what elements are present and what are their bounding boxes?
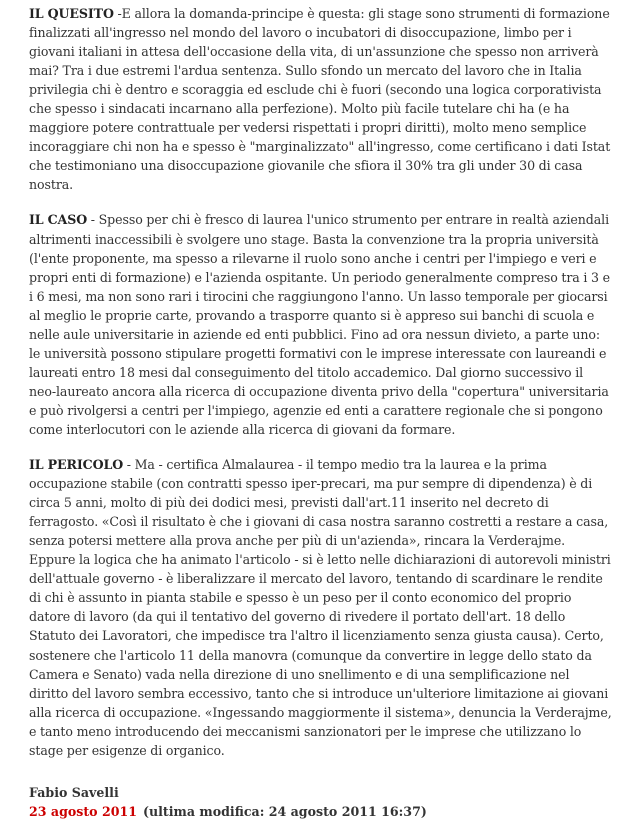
section-text-caso: - Spesso per chi è fresco di laurea l'unico strumento per entrare in realtà aziendali altrimenti inaccessibili è svolgere uno stage. Basta la convenzione tra la propria università (l'ente proponente, ma spesso a rilevarne il ruolo sono anche i centri per l'impiego e veri e propri enti di formazione) e l'azienda ospitante. Un periodo generalmente compreso tra i 3 e i 6 mesi, ma non sono rari i tirocini che raggiungono l'anno. Un lasso temporale per giocarsi al meglio le proprie carte, provando a trasporre quanto si è appreso sui banchi di scuola e nelle aule universitarie in aziende ed enti pubblici. Fino ad ora nessun divieto, a parte uno: le università possono stipulare progetti formativi con le imprese interessate con laureandi e laureati entro 18 mesi dal conseguimento del titolo accademico. Dal giorno successivo il neo-laureato ancora alla ricerca di occupazione diventa privo della "copertura" universitaria e può rivolgersi a centri per l'impiego, agenzie ed enti a carattere regionale che si pongono come interlocutori con le aziende alla ricerca di giovani da formare. [29,212,610,437]
modified-date: (ultima modifica: 24 agosto 2011 16:37) [143,803,427,819]
published-date: 23 agosto 2011 [29,803,138,819]
author-name: Fabio Savelli [29,784,119,800]
section-text-quesito: -E allora la domanda-principe è questa: gli stage sono strumenti di formazione finalizzati all'ingresso nel mondo del lavoro o incubatori di disoccupazione, limbo per i giovani italiani in attesa dell'occasione della vita, di un'assunzione che spesso non arriverà mai? Tra i due estremi l'ardua sentenza. Sullo sfondo un mercato del lavoro che in Italia privilegia chi è dentro e scoraggia ed esclude chi è fuori (secondo una logica corporativista che spesso i sindacati incarnano alla perfezione). Molto più facile tutelare chi ha (e ha maggiore potere contrattuale per vedersi rispettati i propri diritti), molto meno semplice incoraggiare chi non ha e spesso è "marginalizzato" all'ingresso, come certificano i dati Istat che testimoniano una disoccupazione giovanile che sfiora il 30% tra gli under 30 di casa nostra. [29,6,611,193]
section-heading-pericolo: IL PERICOLO [29,457,124,473]
paragraph-quesito [29,4,612,194]
article-body [29,4,612,821]
byline [29,783,612,821]
paragraph-caso [29,210,612,439]
date-line [29,802,612,821]
section-text-pericolo: - Ma - certifica Almalaurea - il tempo medio tra la laurea e la prima occupazione stabile (con contratti spesso iper-precari, ma pur sempre di dipendenza) è di circa 5 anni, molto di più dei dodici mesi, previsti dall'art.11 inserito nel decreto di ferragosto. «Così il risultato è che i giovani di casa nostra saranno costretti a restare a casa, senza potersi mettere alla prova anche per più di un'azienda», rincara la Verderajme. Eppure la logica che ha animato l'articolo - si è letto nelle dichiarazioni di autorevoli ministri dell'attuale governo - è liberalizzare il mercato del lavoro, tentando di scardinare le rendite di chi è assunto in pianta stabile e spesso è un peso per il conto economico del proprio datore di lavoro (da qui il tentativo del governo di rivedere il portato dell'art. 18 dello Statuto dei Lavoratori, che impedisce tra l'altro il licenziamento senza giusta causa). Certo, sostenere che l'articolo 11 della manovra (comunque da convertire in legge dello stato da Camera e Senato) vada nella direzione di uno snellimento e di una semplificazione nel diritto del lavoro sembra eccessivo, tanto che si introduce un'ulteriore limitazione ai giovani alla ricerca di occupazione. «Ingessando maggiormente il sistema», denuncia la Verderajme, e tanto meno introducendo dei meccanismi sanzionatori per le imprese che utilizzano lo stage per esigenze di organico. [29,457,612,758]
paragraph-pericolo [29,455,612,760]
section-heading-caso: IL CASO [29,212,88,228]
section-heading-quesito: IL QUESITO [29,6,114,21]
